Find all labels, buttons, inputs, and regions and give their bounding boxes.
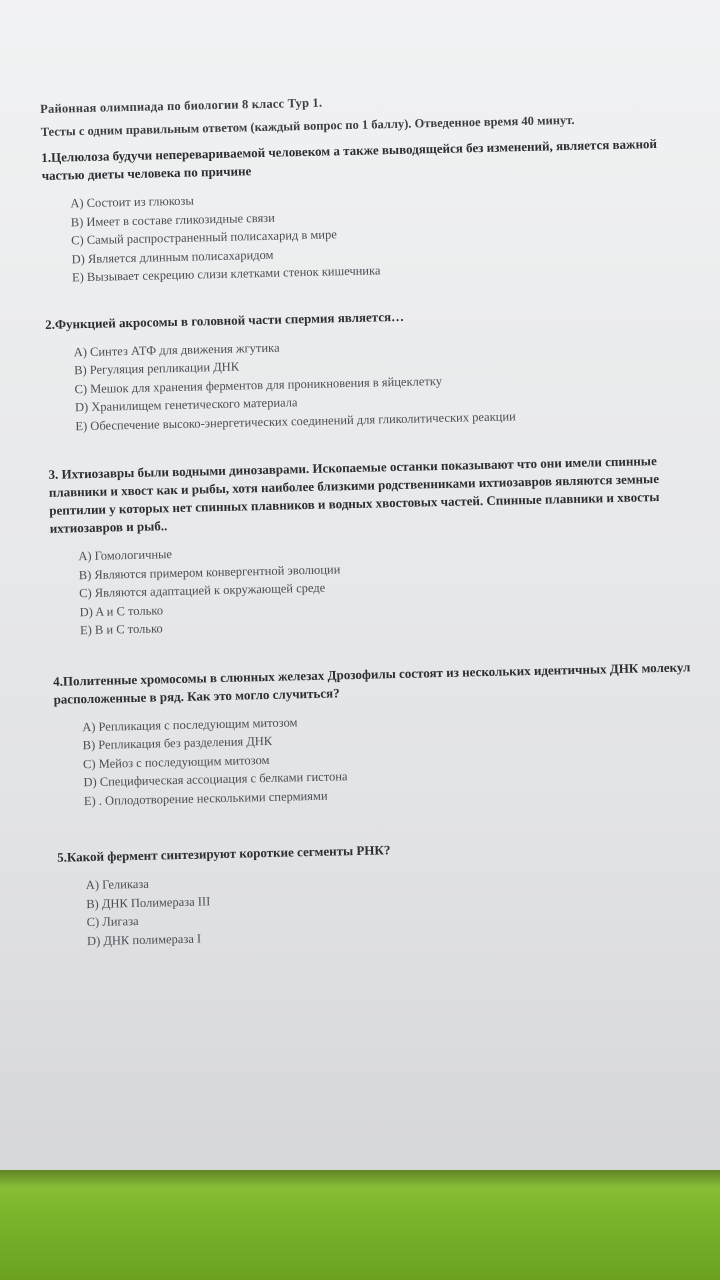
question-3: [48, 451, 692, 640]
answer-option-d: D) ДНК полимераза I: [86, 931, 202, 948]
question-text: 3. Ихтиозавры были водными динозаврами. Ископаемые останки показывают что они имели спинные плавники и хвост как и рыбы, хотя наиболее близкими родственниками ихтиозавров являются земные рептилии у которых нет спинных плавников и водных хвостовых частей. Спинные плавники и хвосты ихтиозавров и рыб..: [48, 453, 660, 536]
document-title: Районная олимпиада по биологии 8 класс Тур 1.: [40, 95, 323, 116]
answer-option-b: B) Являются примером конвергентной эволюции: [78, 561, 341, 582]
question-5: [57, 834, 699, 950]
answer-options: [50, 533, 692, 640]
answer-option-c: C) Мешок для хранения ферментов для проникновения в яйцеклетку: [74, 373, 443, 396]
answer-option-b: B) Регуляция репликации ДНК: [73, 359, 240, 378]
answer-option-b: B) Имеет в составе гликозидные связи: [70, 210, 276, 229]
answer-options: [54, 704, 696, 811]
answer-option-b: B) ДНК Полимераза III: [86, 893, 211, 911]
answer-option-e: E) Вызывает секрецию слизи клетками стенок кишечника: [71, 263, 381, 285]
test-document: [40, 85, 699, 950]
question-text: 5.Какой фермент синтезируют короткие сегменты РНК?: [57, 842, 391, 865]
question-1: [41, 134, 684, 287]
answer-option-d: D) Специфическая ассоциация с белками гистона: [83, 769, 348, 790]
answer-option-c: C) Являются адаптацией к окружающей среде: [79, 580, 326, 601]
paper-shadow: [0, 1170, 720, 1188]
answer-option-c: C) Лигаза: [86, 913, 139, 930]
answer-option-a: A) Гомологичные: [78, 547, 173, 564]
question-text: 1.Целюлоза будучи неперевариваемой человеком а также выводящейся без изменений, является важной частью диеты человека по причине: [41, 136, 658, 183]
question-text: 4.Политенные хромосомы в слюнных железах Дрозофилы состоят из нескольких идентичных ДНК молекул расположенные в ряд. Как это могло случиться?: [53, 658, 691, 707]
question-4: [53, 658, 696, 811]
answer-option-d: D) Хранилищем генетического материала: [74, 395, 298, 415]
answer-option-d: D) A и C только: [79, 602, 164, 619]
answer-options: [46, 329, 688, 436]
answer-option-a: A) Геликаза: [85, 876, 149, 893]
question-text: 2.Функцией акросомы в головной части спермия является…: [44, 308, 405, 332]
answer-option-c: C) Мейоз с последующим митозом: [82, 752, 270, 771]
answer-option-c: C) Самый распространенный полисахарид в мире: [71, 227, 338, 248]
answer-options: [58, 862, 700, 951]
answer-option-b: B) Репликация без разделения ДНК: [82, 733, 273, 753]
document-intro: Тесты с одним правильным ответом (каждый вопрос по 1 баллу). Отведенное время 40 минут.: [40, 112, 575, 139]
question-2: [45, 301, 688, 436]
answer-option-a: A) Репликация с последующим митозом: [82, 714, 298, 734]
answer-option-a: A) Состоит из глюкозы: [70, 193, 194, 211]
answer-options: [42, 180, 684, 287]
answer-option-d: D) Является длинным полисахаридом: [71, 247, 274, 266]
answer-option-a: A) Синтез АТФ для движения жгутика: [73, 340, 280, 359]
answer-option-e: E) . Оплодотворение несколькими спермиями: [83, 788, 328, 808]
answer-option-e: E) Обеспечение высоко-энергетических соединений для гликолитических реакции: [75, 408, 516, 433]
answer-option-e: E) B и C только: [79, 621, 163, 638]
